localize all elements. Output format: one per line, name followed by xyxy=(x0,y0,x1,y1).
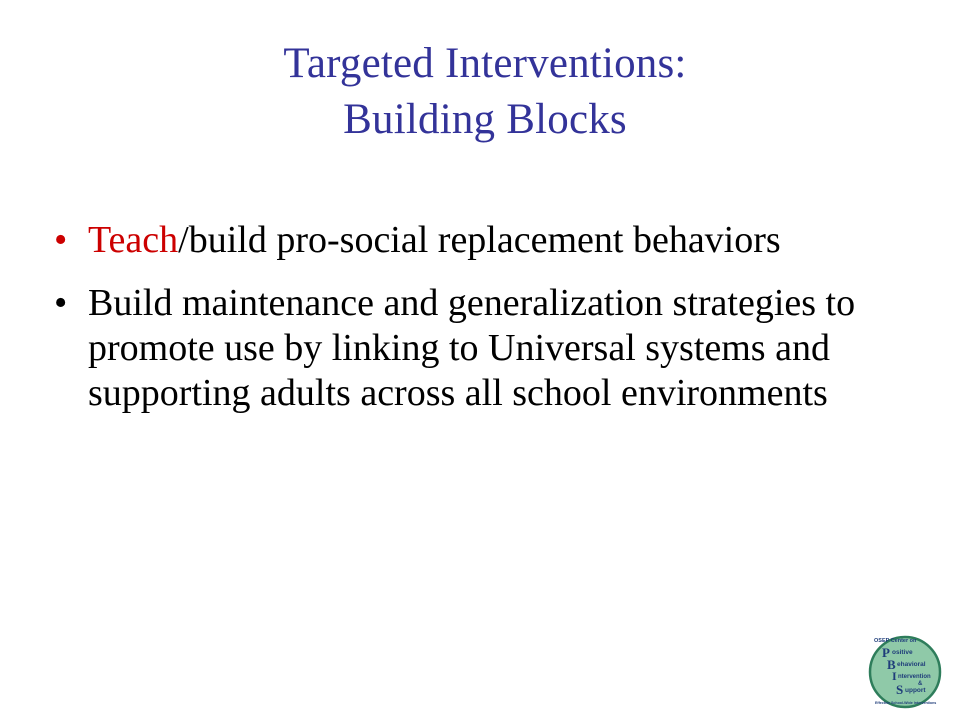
bullet-text-1: /build pro-social replacement behaviors xyxy=(178,219,781,261)
bullet-dot-icon: • xyxy=(54,282,68,324)
logo-tagline: Effective School-Wide Interventions xyxy=(875,701,937,705)
logo-letter-b: B xyxy=(887,657,896,672)
accent-word: Teach xyxy=(88,219,179,261)
title-line-2: Building Blocks xyxy=(343,96,627,143)
logo-word-positive: ositive xyxy=(892,649,913,656)
bullet-list xyxy=(52,218,902,434)
bullet-item-1 xyxy=(52,218,902,263)
pbis-logo-icon xyxy=(866,632,944,710)
logo-letter-p: P xyxy=(882,645,890,660)
slide-title xyxy=(120,36,850,148)
logo-letter-s: S xyxy=(896,682,904,697)
logo-word-behavioral: ehavioral xyxy=(897,661,926,668)
bullet-text-2: Build maintenance and generalization strategies to promote use by linking to Universal systems and supporting adults across all school environments xyxy=(88,282,856,414)
logo-word-intervention: ntervention xyxy=(898,674,931,680)
logo-ampersand: & xyxy=(918,681,923,687)
bullet-dot-icon: • xyxy=(54,219,68,261)
logo-circle xyxy=(870,637,940,707)
logo-word-support: upport xyxy=(905,687,926,694)
logo-top-text: OSEP Center on xyxy=(874,638,917,644)
title-line-1: Targeted Interventions: xyxy=(283,40,687,87)
logo-letter-i: I xyxy=(892,669,897,683)
bullet-item-2 xyxy=(52,281,902,416)
